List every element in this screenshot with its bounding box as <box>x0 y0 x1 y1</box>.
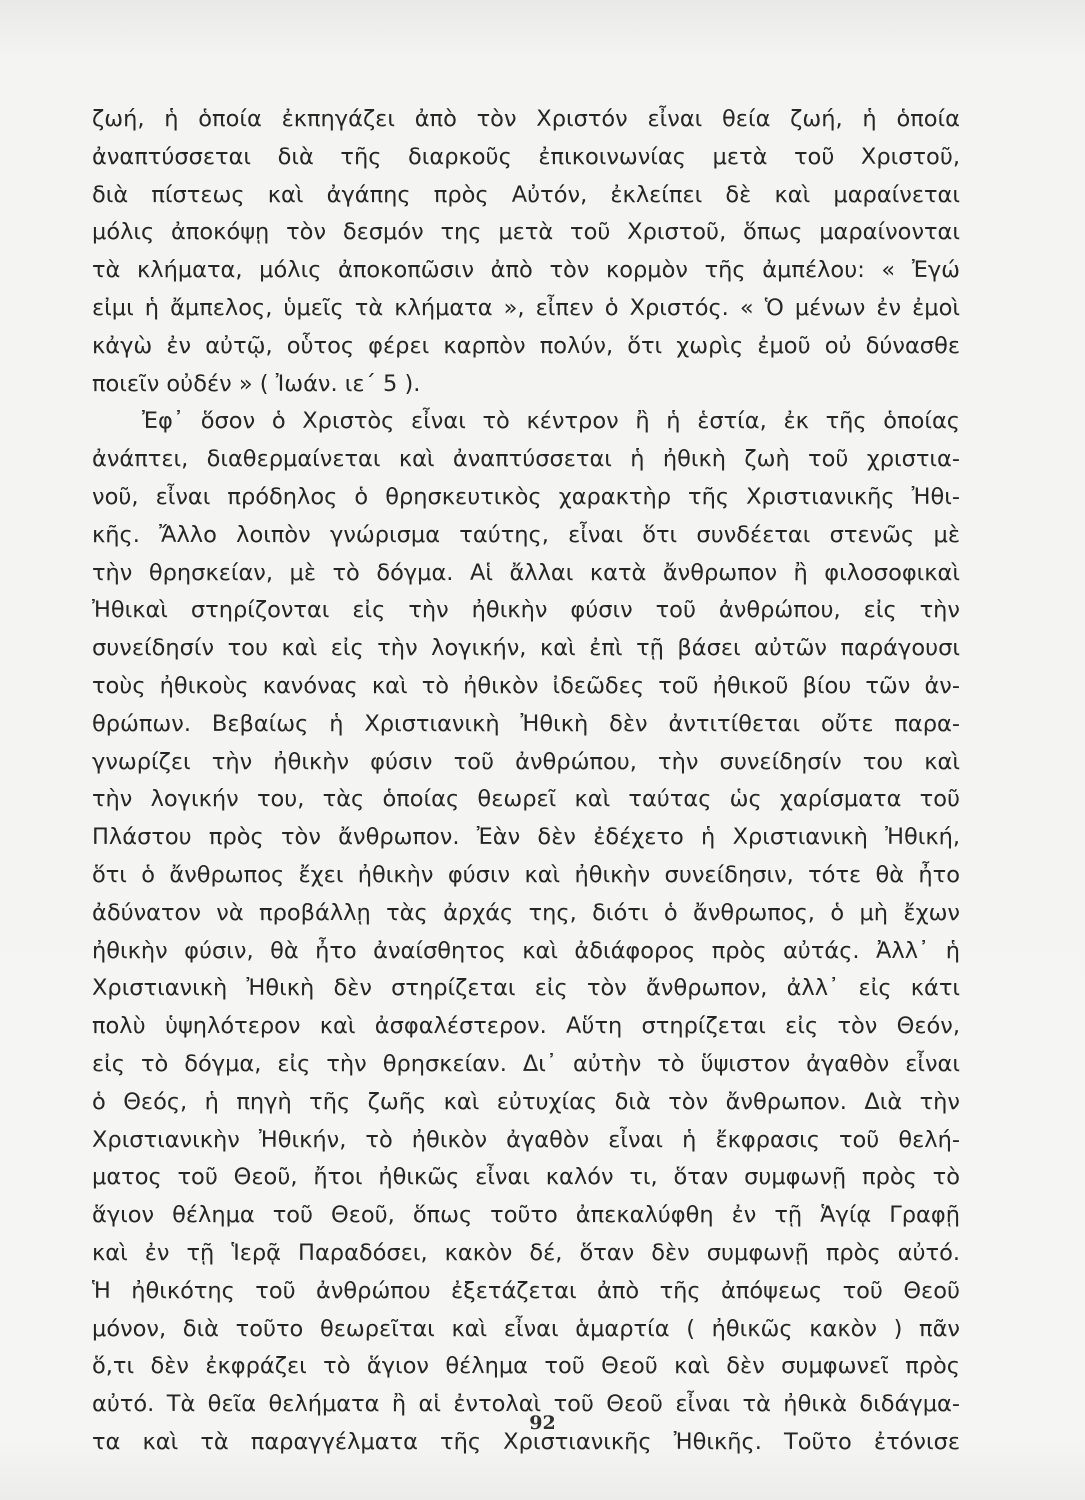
text-line: ἀνάπτει, διαθερμαίνεται καὶ ἀναπτύσσεται ἡ ἠθικὴ ζωὴ τοῦ χριστια- <box>92 446 960 473</box>
text-line: κῆς. Ἄλλο λοιπὸν γνώρισμα ταύτης, εἶναι ὅτι συνδέεται στενῶς μὲ <box>92 521 960 548</box>
text-line: ἅγιον θέλημα τοῦ Θεοῦ, ὅπως τοῦτο ἀπεκαλύφθη ἐν τῇ Ἁγίᾳ Γραφῇ <box>92 1202 960 1229</box>
text-line: ἀναπτύσσεται διὰ τῆς διαρκοῦς ἐπικοινωνίας μετὰ τοῦ Χριστοῦ, <box>92 143 960 170</box>
text-line: Χριστιανικὴν Ἠθικήν, τὸ ἠθικὸν ἀγαθὸν εἶναι ἡ ἔκφρασις τοῦ θελή- <box>92 1126 960 1153</box>
text-line: τὴν λογικήν του, τὰς ὁποίας θεωρεῖ καὶ ταύτας ὡς χαρίσματα τοῦ <box>92 786 960 813</box>
text-line: διὰ πίστεως καὶ ἀγάπης πρὸς Αὐτόν, ἐκλείπει δὲ καὶ μαραίνεται <box>92 181 960 208</box>
text-line: ὅ,τι δὲν ἐκφράζει τὸ ἅγιον θέλημα τοῦ Θεοῦ καὶ δὲν συμφωνεῖ πρὸς <box>92 1353 960 1380</box>
text-line: κἀγὼ ἐν αὐτῷ, οὗτος φέρει καρπὸν πολύν, ὅτι χωρὶς ἐμοῦ οὐ δύνασθε <box>92 332 960 359</box>
text-line: πολὺ ὑψηλότερον καὶ ἀσφαλέστερον. Αὕτη στηρίζεται εἰς τὸν Θεόν, <box>92 1013 960 1040</box>
text-line: τὴν θρησκείαν, μὲ τὸ δόγμα. Αἱ ἄλλαι κατὰ ἄνθρωπον ἢ φιλοσοφικαὶ <box>92 559 960 586</box>
text-line: καὶ ἐν τῇ Ἱερᾷ Παραδόσει, κακὸν δέ, ὅταν δὲν συμφωνῇ πρὸς αὐτό. <box>92 1239 960 1266</box>
text-line: τα καὶ τὰ παραγγέλματα τῆς Χριστιανικῆς Ἠθικῆς. Τοῦτο ἐτόνισε <box>92 1428 960 1455</box>
text-line: τοὺς ἠθικοὺς κανόνας καὶ τὸ ἠθικὸν ἰδεῶδες τοῦ ἠθικοῦ βίου τῶν ἀν- <box>92 672 960 699</box>
text-line: ἠθικὴν φύσιν, θὰ ἦτο ἀναίσθητος καὶ ἀδιάφορος πρὸς αὐτάς. Ἀλλ᾽ ἡ <box>92 937 960 964</box>
text-line: Ἠθικαὶ στηρίζονται εἰς τὴν ἠθικὴν φύσιν τοῦ ἀνθρώπου, εἰς τὴν <box>92 597 960 624</box>
text-line: μόνον, διὰ τοῦτο θεωρεῖται καὶ εἶναι ἁμαρτία ( ἠθικῶς κακὸν ) πᾶν <box>92 1315 960 1342</box>
text-line: ζωή, ἡ ὁποία ἐκπηγάζει ἀπὸ τὸν Χριστόν εἶναι θεία ζωή, ἡ ὁποία <box>92 106 960 132</box>
body-text <box>92 101 960 1462</box>
text-line: θρώπων. Βεβαίως ἡ Χριστιανικὴ Ἠθικὴ δὲν ἀντιτίθεται οὔτε παρα- <box>92 710 960 737</box>
text-line: αὐτό. Τὰ θεῖα θελήματα ἢ αἱ ἐντολαὶ τοῦ Θεοῦ εἶναι τὰ ἠθικὰ διδάγμα- <box>92 1391 960 1418</box>
text-line: Πλάστου πρὸς τὸν ἄνθρωπον. Ἐὰν δὲν ἐδέχετο ἡ Χριστιανικὴ Ἠθική, <box>92 824 960 851</box>
text-line: ἀδύνατον νὰ προβάλλῃ τὰς ἀρχάς της, διότι ὁ ἄνθρωπος, ὁ μὴ ἔχων <box>92 899 960 926</box>
text-line: συνείδησίν του καὶ εἰς τὴν λογικήν, καὶ ἐπὶ τῇ βάσει αὐτῶν παράγουσι <box>92 635 960 662</box>
text-line: νοῦ, εἶναι πρόδηλος ὁ θρησκευτικὸς χαρακτὴρ τῆς Χριστιανικῆς Ἠθι- <box>92 483 960 510</box>
text-line: μόλις ἀποκόψῃ τὸν δεσμόν της μετὰ τοῦ Χριστοῦ, ὅπως μαραίνονται <box>92 219 960 246</box>
text-line: ὁ Θεός, ἡ πηγὴ τῆς ζωῆς καὶ εὐτυχίας διὰ τὸν ἄνθρωπον. Διὰ τὴν <box>92 1088 960 1115</box>
text-line: ματος τοῦ Θεοῦ, ἤτοι ἠθικῶς εἶναι καλόν τι, ὅταν συμφωνῇ πρὸς τὸ <box>92 1164 960 1191</box>
text-line: ὅτι ὁ ἄνθρωπος ἔχει ἠθικὴν φύσιν καὶ ἠθικὴν συνείδησιν, τότε θὰ ἦτο <box>92 861 960 888</box>
page-number: 92 <box>529 1412 556 1434</box>
text-line: τὰ κλήματα, μόλις ἀποκοπῶσιν ἀπὸ τὸν κορμὸν τῆς ἀμπέλου: « Ἐγώ <box>92 257 960 284</box>
paragraph-start-line: Ἐφ᾽ ὅσον ὁ Χριστὸς εἶναι τὸ κέντρον ἢ ἡ ἑστία, ἐκ τῆς ὁποίας <box>142 408 960 435</box>
text-line: γνωρίζει τὴν ἠθικὴν φύσιν τοῦ ἀνθρώπου, τὴν συνείδησίν του καὶ <box>92 748 960 775</box>
text-line: εἰς τὸ δόγμα, εἰς τὴν θρησκείαν. Δι᾽ αὐτὴν τὸ ὕψιστον ἀγαθὸν εἶναι <box>92 1050 960 1077</box>
text-line: ποιεῖν οὐδέν » ( Ἰωάν. ιε΄ 5 ). <box>92 370 421 397</box>
text-line: Ἡ ἠθικότης τοῦ ἀνθρώπου ἐξετάζεται ἀπὸ τῆς ἀπόψεως τοῦ Θεοῦ <box>92 1277 960 1304</box>
text-line: Χριστιανικὴ Ἠθικὴ δὲν στηρίζεται εἰς τὸν ἄνθρωπον, ἀλλ᾽ εἰς κάτι <box>92 975 960 1002</box>
text-line: εἰμι ἡ ἄμπελος, ὑμεῖς τὰ κλήματα », εἶπεν ὁ Χριστός. « Ὁ μένων ἐν ἐμοὶ <box>92 294 960 321</box>
